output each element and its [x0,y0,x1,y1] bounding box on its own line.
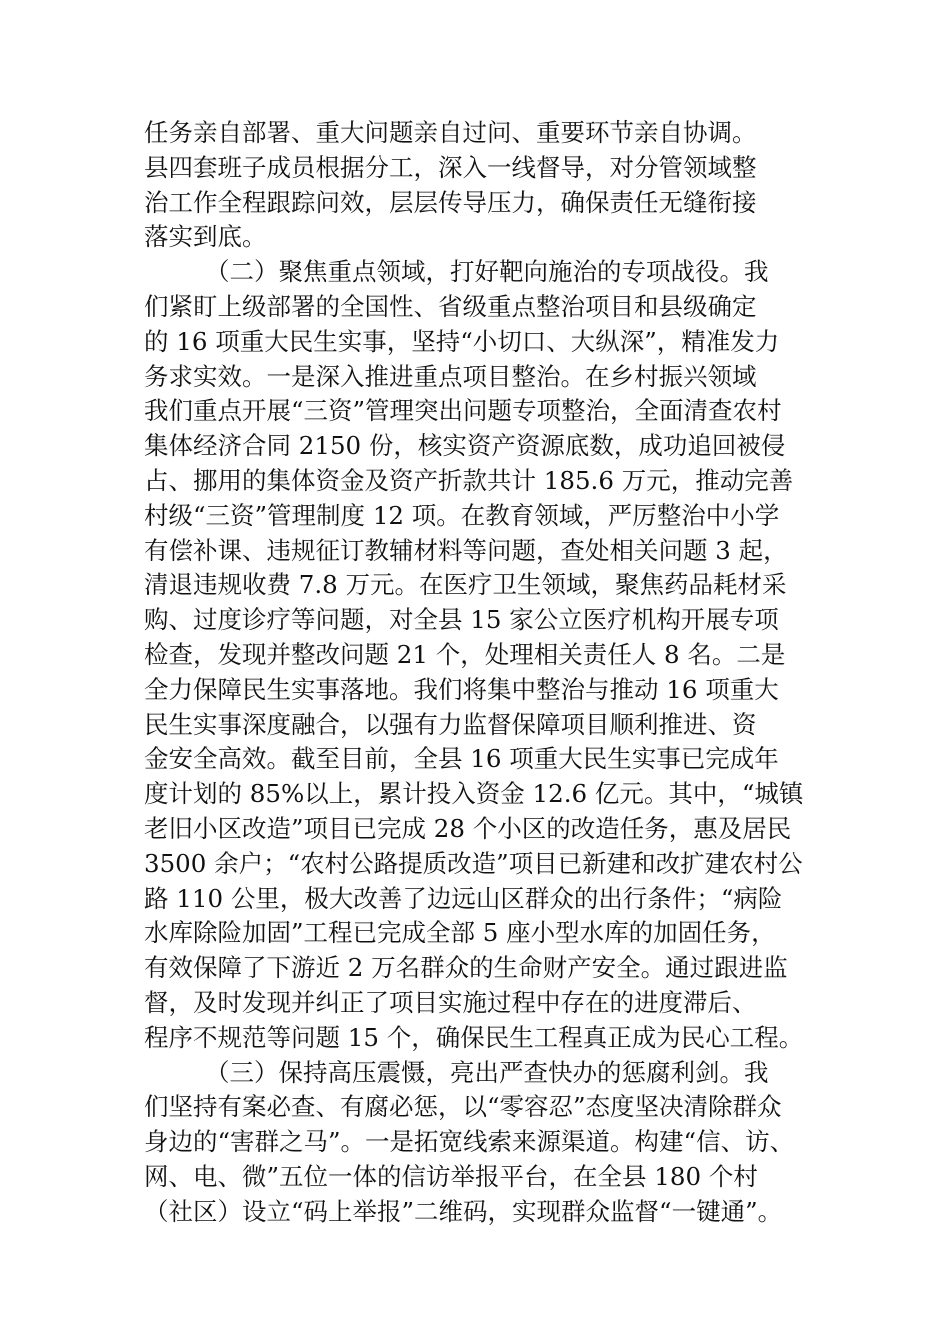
text-line-12: 村级“三资”管理制度 12 项。在教育领域，严厉整治中小学 [144,500,780,530]
text-line-32: （社区）设立“码上举报”二维码，实现群众监督“一键通”。 [144,1196,783,1226]
text-line-8: 务求实效。一是深入推进重点项目整治。在乡村振兴领域 [144,361,757,391]
text-line-19: 金安全高效。截至目前，全县 16 项重大民生实事已完成年 [144,744,779,774]
text-line-3: 治工作全程跟踪问效，层层传导压力，确保责任无缝衔接 [144,187,757,217]
text-line-31: 网、电、微”五位一体的信访举报平台，在全县 180 个村 [144,1161,758,1191]
document-body [144,116,808,1230]
text-line-23: 路 110 公里，极大改善了边远山区群众的出行条件；“病险 [144,883,783,913]
text-line-10: 集体经济合同 2150 份，核实资产资源底数，成功追回被侵 [144,431,786,461]
text-line-14: 清退违规收费 7.8 万元。在医疗卫生领域，聚焦药品耗材采 [144,570,787,600]
text-line-16: 检查，发现并整改问题 21 个，处理相关责任人 8 名。二是 [144,639,786,669]
text-line-27: 程序不规范等问题 15 个，确保民生工程真正成为民心工程。 [144,1022,804,1052]
text-line-22: 3500 余户；“农村公路提质改造”项目已新建和改扩建农村公 [144,848,803,878]
text-line-1: 任务亲自部署、重大问题亲自过问、重要环节亲自协调。 [144,118,757,147]
text-line-9: 我们重点开展“三资”管理突出问题专项整治，全面清查农村 [144,396,782,426]
text-line-21: 老旧小区改造”项目已完成 28 个小区的改造任务，惠及居民 [144,813,792,843]
text-line-26: 督，及时发现并纠正了项目实施过程中存在的进度滞后、 [144,987,757,1017]
text-line-20: 度计划的 85%以上，累计投入资金 12.6 亿元。其中，“城镇 [144,779,804,809]
text-line-15: 购、过度诊疗等问题，对全县 15 家公立医疗机构开展专项 [144,605,779,635]
text-line-30: 身边的“害群之马”。一是拓宽线索来源渠道。构建“信、访、 [144,1127,795,1157]
text-line-25: 有效保障了下游近 2 万名群众的生命财产安全。通过跟进监 [144,953,788,983]
section-heading-3: （三）保持高压震慑，亮出严查快办的惩腐利剑。我 [205,1057,769,1087]
text-line-11: 占、挪用的集体资金及资产折款共计 185.6 万元，推动完善 [144,465,794,495]
text-line-4: 落实到底。 [144,222,267,252]
text-line-29: 们坚持有案必查、有腐必惩，以“零容忍”态度坚决清除群众 [144,1092,782,1122]
text-line-13: 有偿补课、违规征订教辅材料等问题，查处相关问题 3 起， [144,535,788,565]
text-line-7: 的 16 项重大民生实事，坚持“小切口、大纵深”，精准发力 [144,326,780,356]
text-line-18: 民生实事深度融合，以强有力监督保障项目顺利推进、资 [144,709,757,739]
text-line-6: 们紧盯上级部署的全国性、省级重点整治项目和县级确定 [144,291,757,321]
text-line-17: 全力保障民生实事落地。我们将集中整治与推动 16 项重大 [144,674,779,704]
text-line-2: 县四套班子成员根据分工，深入一线督导，对分管领域整 [144,152,757,182]
text-line-24: 水库除险加固”工程已完成全部 5 座小型水库的加固任务， [144,918,776,948]
section-heading-2: （二）聚焦重点领域，打好靶向施治的专项战役。我 [205,257,769,287]
